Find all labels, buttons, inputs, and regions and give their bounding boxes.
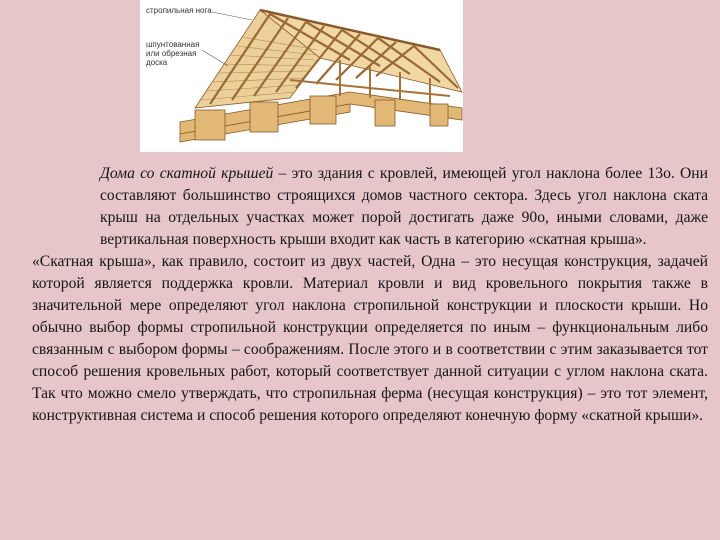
label-board-line-3: доска [146, 58, 168, 67]
roof-truss-illustration [140, 0, 463, 152]
paragraph-pitched-roof-structure: «Скатная крыша», как правило, состоит из двух частей, Одна – это несущая конструкция, задачей которой является поддержка кровли. Материал кровли и вид кровельного покрытия также в значительной мере определяют угол наклона стропильной конструкции и плоскости крыши. Но обычно выбор формы стропильной конструкции определяется по иным – функциональным либо связанным с выбором формы – соображениям. После этого и в соответствии с этим заказывается тот способ решения кровельных работ, который соответствует данной ситуации с углом наклона ската. Так что можно смело утверждать, что стропильная ферма (несущая конструкция) – это тот элемент, конструктивная система и способ решения которого определяют конечную форму «скатной крыши». [32, 253, 708, 424]
label-rafter: стропильная нога [146, 6, 212, 15]
roof-truss-drawing [140, 0, 463, 152]
paragraph-1-text: – это здания с кровлей, имеющей угол наклона более 13о. Они составляют большинство строящихся домов частного сектора. Здесь угол наклона ската крыш на отдельных участках может порой достигать даже 90о, иными словами, даже вертикальная поверхность крыши входит как часть в категорию «скатная крыша». [100, 165, 708, 248]
label-board-line-1: шпунтованная [146, 40, 200, 49]
body-text [32, 163, 708, 427]
term-pitched-roof-houses: Дома со скатной крышей [100, 165, 274, 182]
paragraph-pitched-roof-definition [32, 163, 708, 251]
label-board-line-2: или обрезная [146, 49, 197, 58]
